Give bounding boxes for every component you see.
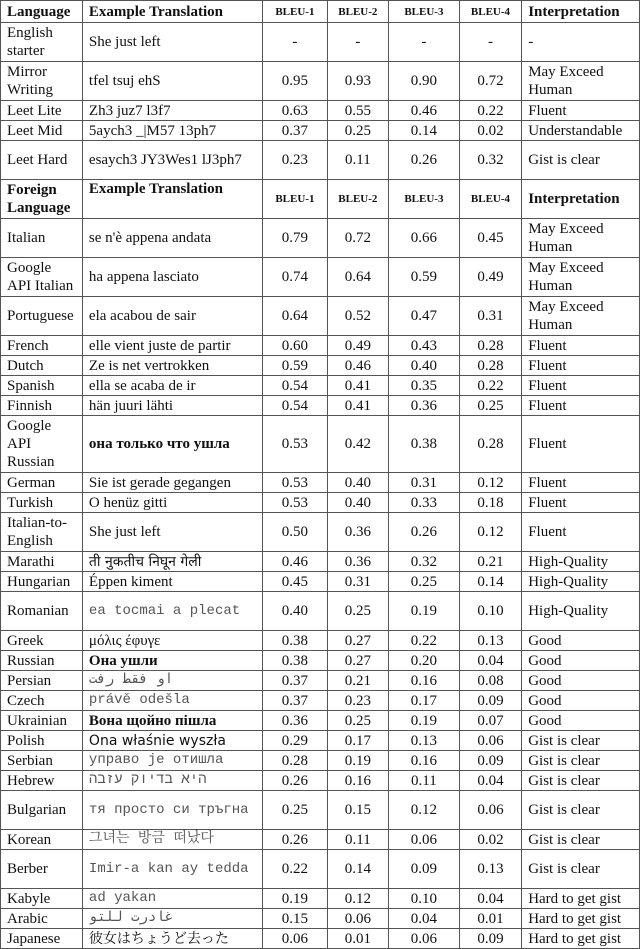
header-row-1 [1,1,640,23]
table-row [1,850,640,889]
cell-bleu2: 0.01 [327,929,388,949]
cell-bleu3: 0.16 [389,671,460,691]
table-row [1,101,640,121]
cell-example: She just left [82,23,262,62]
table-row [1,396,640,416]
cell-interpretation: Gist is clear [522,850,640,889]
cell-bleu1: 0.40 [263,592,328,631]
cell-bleu3: 0.26 [389,513,460,552]
table-row [1,631,640,651]
cell-bleu3: 0.11 [389,771,460,791]
cell-bleu2: 0.14 [327,850,388,889]
cell-language: Turkish [1,493,83,513]
cell-example: тя просто си тръгна [82,791,262,830]
cell-bleu3: 0.46 [389,101,460,121]
cell-bleu1: 0.53 [263,473,328,493]
cell-language: Berber [1,850,83,889]
cell-bleu4: 0.32 [459,141,521,180]
cell-bleu3: 0.31 [389,473,460,493]
cell-language: German [1,473,83,493]
cell-interpretation: Understandable [522,121,640,141]
cell-language: Finnish [1,396,83,416]
table-row [1,771,640,791]
cell-bleu2: - [327,23,388,62]
cell-bleu2: 0.64 [327,258,388,297]
cell-bleu3: 0.36 [389,396,460,416]
cell-bleu4: 0.04 [459,889,521,909]
cell-example: 5aych3 _|M57 13ph7 [82,121,262,141]
cell-example: tfel tsuj ehS [82,62,262,101]
cell-example: She just left [82,513,262,552]
table-row [1,493,640,513]
table-row [1,552,640,572]
cell-bleu3: 0.22 [389,631,460,651]
cell-bleu1: - [263,23,328,62]
cell-bleu4: 0.28 [459,416,521,473]
cell-bleu2: 0.19 [327,751,388,771]
cell-interpretation: Fluent [522,473,640,493]
cell-bleu1: 0.45 [263,572,328,592]
cell-bleu1: 0.37 [263,671,328,691]
cell-example: Éppen kiment [82,572,262,592]
cell-bleu1: 0.22 [263,850,328,889]
cell-interpretation: May Exceed Human [522,258,640,297]
cell-example: se n'è appena andata [82,219,262,258]
cell-bleu2: 0.12 [327,889,388,909]
cell-bleu3: 0.10 [389,889,460,909]
cell-bleu3: 0.14 [389,121,460,141]
header-bleu2: BLEU-2 [327,1,388,23]
cell-example: právě odešla [82,691,262,711]
table-row [1,791,640,830]
cell-bleu2: 0.25 [327,592,388,631]
cell-bleu4: - [459,23,521,62]
cell-interpretation: Fluent [522,396,640,416]
cell-language: Japanese [1,929,83,949]
cell-bleu3: 0.32 [389,552,460,572]
cell-bleu2: 0.55 [327,101,388,121]
cell-bleu4: 0.04 [459,651,521,671]
cell-bleu3: 0.59 [389,258,460,297]
table-row [1,297,640,336]
cell-bleu2: 0.27 [327,651,388,671]
table-row [1,592,640,631]
cell-bleu4: 0.31 [459,297,521,336]
cell-language: French [1,336,83,356]
cell-language: Czech [1,691,83,711]
cell-example: 彼女はちょうど去った [82,929,262,949]
table-row [1,572,640,592]
cell-bleu2: 0.72 [327,219,388,258]
cell-bleu4: 0.13 [459,631,521,651]
cell-bleu4: 0.13 [459,850,521,889]
cell-language: Russian [1,651,83,671]
cell-interpretation: Gist is clear [522,791,640,830]
cell-example: ela acabou de sair [82,297,262,336]
cell-bleu1: 0.79 [263,219,328,258]
cell-bleu4: 0.04 [459,771,521,791]
cell-bleu1: 0.38 [263,651,328,671]
cell-language: Kabyle [1,889,83,909]
cell-bleu1: 0.54 [263,376,328,396]
cell-bleu1: 0.26 [263,830,328,850]
cell-interpretation: Fluent [522,101,640,121]
cell-bleu3: 0.12 [389,791,460,830]
cell-bleu3: 0.66 [389,219,460,258]
cell-bleu3: 0.19 [389,592,460,631]
cell-bleu3: 0.38 [389,416,460,473]
cell-interpretation: May Exceed Human [522,62,640,101]
cell-example: ad yakan [82,889,262,909]
cell-bleu4: 0.28 [459,356,521,376]
cell-language: Italian [1,219,83,258]
cell-bleu3: 0.35 [389,376,460,396]
cell-bleu2: 0.31 [327,572,388,592]
cell-bleu1: 0.36 [263,711,328,731]
cell-bleu2: 0.11 [327,830,388,850]
cell-bleu4: 0.09 [459,751,521,771]
cell-bleu4: 0.49 [459,258,521,297]
cell-example: она только что ушла [82,416,262,473]
cell-example: ella se acaba de ir [82,376,262,396]
cell-interpretation: Good [522,631,640,651]
cell-language: Serbian [1,751,83,771]
cell-interpretation: Fluent [522,376,640,396]
cell-bleu1: 0.95 [263,62,328,101]
cell-language: Hungarian [1,572,83,592]
table-row [1,23,640,62]
header-bleu1: BLEU-1 [263,1,328,23]
cell-interpretation: Hard to get gist [522,929,640,949]
cell-example: Sie ist gerade gegangen [82,473,262,493]
cell-bleu3: 0.17 [389,691,460,711]
cell-language: Leet Lite [1,101,83,121]
cell-example: hän juuri lähti [82,396,262,416]
cell-bleu3: 0.19 [389,711,460,731]
cell-bleu1: 0.29 [263,731,328,751]
cell-example: 그녀는 방금 떠났다 [82,830,262,850]
header-row-2 [1,180,640,219]
cell-bleu1: 0.74 [263,258,328,297]
cell-bleu1: 0.15 [263,909,328,929]
table-row [1,513,640,552]
cell-bleu1: 0.37 [263,121,328,141]
cell-bleu4: 0.09 [459,691,521,711]
cell-interpretation: Gist is clear [522,731,640,751]
cell-bleu2: 0.27 [327,631,388,651]
cell-language: Polish [1,731,83,751]
cell-example: Вона щойно пішла [82,711,262,731]
cell-bleu1: 0.64 [263,297,328,336]
cell-language: Marathi [1,552,83,572]
cell-bleu2: 0.93 [327,62,388,101]
header2-bleu1: BLEU-1 [263,180,328,219]
cell-bleu2: 0.25 [327,121,388,141]
cell-interpretation: Hard to get gist [522,909,640,929]
cell-language: Arabic [1,909,83,929]
cell-language: Hebrew [1,771,83,791]
cell-interpretation: High-Quality [522,592,640,631]
cell-bleu1: 0.63 [263,101,328,121]
table-row [1,671,640,691]
cell-bleu4: 0.14 [459,572,521,592]
cell-bleu1: 0.19 [263,889,328,909]
cell-example: Ona właśnie wyszła [82,731,262,751]
cell-bleu4: 0.02 [459,830,521,850]
cell-language: Mirror Writing [1,62,83,101]
cell-example: управо је отишла [82,751,262,771]
cell-bleu3: 0.16 [389,751,460,771]
table-row [1,219,640,258]
cell-language: Portuguese [1,297,83,336]
cell-bleu2: 0.06 [327,909,388,929]
cell-bleu1: 0.46 [263,552,328,572]
cell-language: English starter [1,23,83,62]
table-row [1,909,640,929]
cell-bleu2: 0.15 [327,791,388,830]
cell-example: ha appena lasciato [82,258,262,297]
header-bleu3: BLEU-3 [389,1,460,23]
cell-language: Google API Russian [1,416,83,473]
cell-interpretation: May Exceed Human [522,219,640,258]
cell-example: Zh3 juz7 l3f7 [82,101,262,121]
cell-bleu2: 0.40 [327,473,388,493]
cell-language: Google API Italian [1,258,83,297]
cell-interpretation: High-Quality [522,572,640,592]
cell-interpretation: Gist is clear [522,751,640,771]
cell-bleu2: 0.16 [327,771,388,791]
cell-bleu2: 0.36 [327,513,388,552]
cell-language: Spanish [1,376,83,396]
cell-example: او فقط رفت [82,671,262,691]
cell-bleu1: 0.53 [263,416,328,473]
cell-bleu1: 0.26 [263,771,328,791]
cell-interpretation: Gist is clear [522,141,640,180]
table-row [1,473,640,493]
cell-bleu1: 0.54 [263,396,328,416]
cell-bleu4: 0.12 [459,473,521,493]
cell-language: Romanian [1,592,83,631]
cell-language: Korean [1,830,83,850]
cell-bleu2: 0.46 [327,356,388,376]
cell-bleu1: 0.23 [263,141,328,180]
cell-bleu3: 0.33 [389,493,460,513]
cell-bleu1: 0.37 [263,691,328,711]
cell-bleu2: 0.41 [327,396,388,416]
table-row [1,711,640,731]
cell-bleu2: 0.25 [327,711,388,731]
cell-interpretation: Good [522,651,640,671]
cell-bleu4: 0.01 [459,909,521,929]
cell-example: ea tocmai a plecat [82,592,262,631]
cell-bleu1: 0.38 [263,631,328,651]
cell-language: Leet Mid [1,121,83,141]
cell-interpretation: Fluent [522,356,640,376]
cell-interpretation: High-Quality [522,552,640,572]
cell-bleu4: 0.07 [459,711,521,731]
cell-bleu4: 0.06 [459,791,521,830]
table-row [1,416,640,473]
cell-interpretation: Hard to get gist [522,889,640,909]
header2-bleu3: BLEU-3 [389,180,460,219]
table-row [1,258,640,297]
cell-bleu4: 0.12 [459,513,521,552]
table-row [1,121,640,141]
cell-bleu3: 0.40 [389,356,460,376]
table-row [1,731,640,751]
cell-bleu2: 0.17 [327,731,388,751]
cell-bleu1: 0.06 [263,929,328,949]
cell-bleu2: 0.42 [327,416,388,473]
cell-example: esaych3 JY3Wes1 lJ3ph7 [82,141,262,180]
cell-bleu4: 0.45 [459,219,521,258]
table-row [1,691,640,711]
cell-bleu4: 0.10 [459,592,521,631]
cell-bleu1: 0.53 [263,493,328,513]
header2-bleu4: BLEU-4 [459,180,521,219]
cell-bleu1: 0.50 [263,513,328,552]
header-interpretation: Interpretation [522,1,640,23]
cell-bleu3: - [389,23,460,62]
table-row [1,376,640,396]
header2-language: Foreign Language [1,180,83,219]
cell-bleu3: 0.47 [389,297,460,336]
cell-example: ती नुकतीच निघून गेली [82,552,262,572]
cell-interpretation: Gist is clear [522,771,640,791]
cell-bleu3: 0.25 [389,572,460,592]
cell-bleu1: 0.25 [263,791,328,830]
header-language: Language [1,1,83,23]
cell-bleu3: 0.04 [389,909,460,929]
cell-language: Greek [1,631,83,651]
cell-bleu3: 0.90 [389,62,460,101]
cell-bleu4: 0.72 [459,62,521,101]
cell-bleu3: 0.09 [389,850,460,889]
cell-bleu4: 0.22 [459,101,521,121]
header2-bleu2: BLEU-2 [327,180,388,219]
cell-example: غادرت للتو [82,909,262,929]
cell-interpretation: Fluent [522,493,640,513]
table-row [1,889,640,909]
table-row [1,830,640,850]
cell-example: μόλις έφυγε [82,631,262,651]
cell-language: Ukrainian [1,711,83,731]
cell-language: Leet Hard [1,141,83,180]
cell-example: Ze is net vertrokken [82,356,262,376]
cell-bleu2: 0.49 [327,336,388,356]
cell-bleu3: 0.13 [389,731,460,751]
cell-bleu4: 0.25 [459,396,521,416]
cell-language: Italian-to-English [1,513,83,552]
cell-bleu4: 0.21 [459,552,521,572]
cell-bleu2: 0.21 [327,671,388,691]
cell-interpretation: Good [522,691,640,711]
cell-interpretation: May Exceed Human [522,297,640,336]
cell-bleu3: 0.26 [389,141,460,180]
cell-example: elle vient juste de partir [82,336,262,356]
cell-language: Persian [1,671,83,691]
cell-bleu4: 0.28 [459,336,521,356]
cell-bleu4: 0.02 [459,121,521,141]
cell-language: Bulgarian [1,791,83,830]
cell-interpretation: Fluent [522,416,640,473]
cell-bleu2: 0.40 [327,493,388,513]
cell-example: היא בדיוק עזבה [82,771,262,791]
cell-bleu2: 0.11 [327,141,388,180]
cell-bleu2: 0.41 [327,376,388,396]
cell-bleu2: 0.36 [327,552,388,572]
cell-bleu3: 0.06 [389,830,460,850]
cell-interpretation: Fluent [522,513,640,552]
header2-interpretation: Interpretation [522,180,640,219]
cell-example: Imir-a kan ay tedda [82,850,262,889]
cell-bleu4: 0.06 [459,731,521,751]
table-row [1,62,640,101]
cell-interpretation: Good [522,711,640,731]
cell-interpretation: Fluent [522,336,640,356]
cell-bleu4: 0.08 [459,671,521,691]
cell-interpretation: Good [522,671,640,691]
header-bleu4: BLEU-4 [459,1,521,23]
cell-bleu3: 0.20 [389,651,460,671]
table-row [1,751,640,771]
cell-bleu2: 0.52 [327,297,388,336]
cell-language: Dutch [1,356,83,376]
cell-bleu4: 0.22 [459,376,521,396]
table-row [1,336,640,356]
table-row [1,651,640,671]
cell-bleu1: 0.60 [263,336,328,356]
cell-bleu2: 0.23 [327,691,388,711]
table-row [1,356,640,376]
header2-example: Example Translation [82,180,262,219]
cell-example: Она ушли [82,651,262,671]
cell-bleu4: 0.09 [459,929,521,949]
table-row [1,141,640,180]
cell-interpretation: Gist is clear [522,830,640,850]
header-example: Example Translation [82,1,262,23]
cell-example: O henüz gitti [82,493,262,513]
cell-bleu3: 0.43 [389,336,460,356]
cell-bleu1: 0.28 [263,751,328,771]
cell-bleu4: 0.18 [459,493,521,513]
cell-interpretation: - [522,23,640,62]
cell-bleu3: 0.06 [389,929,460,949]
cell-bleu1: 0.59 [263,356,328,376]
